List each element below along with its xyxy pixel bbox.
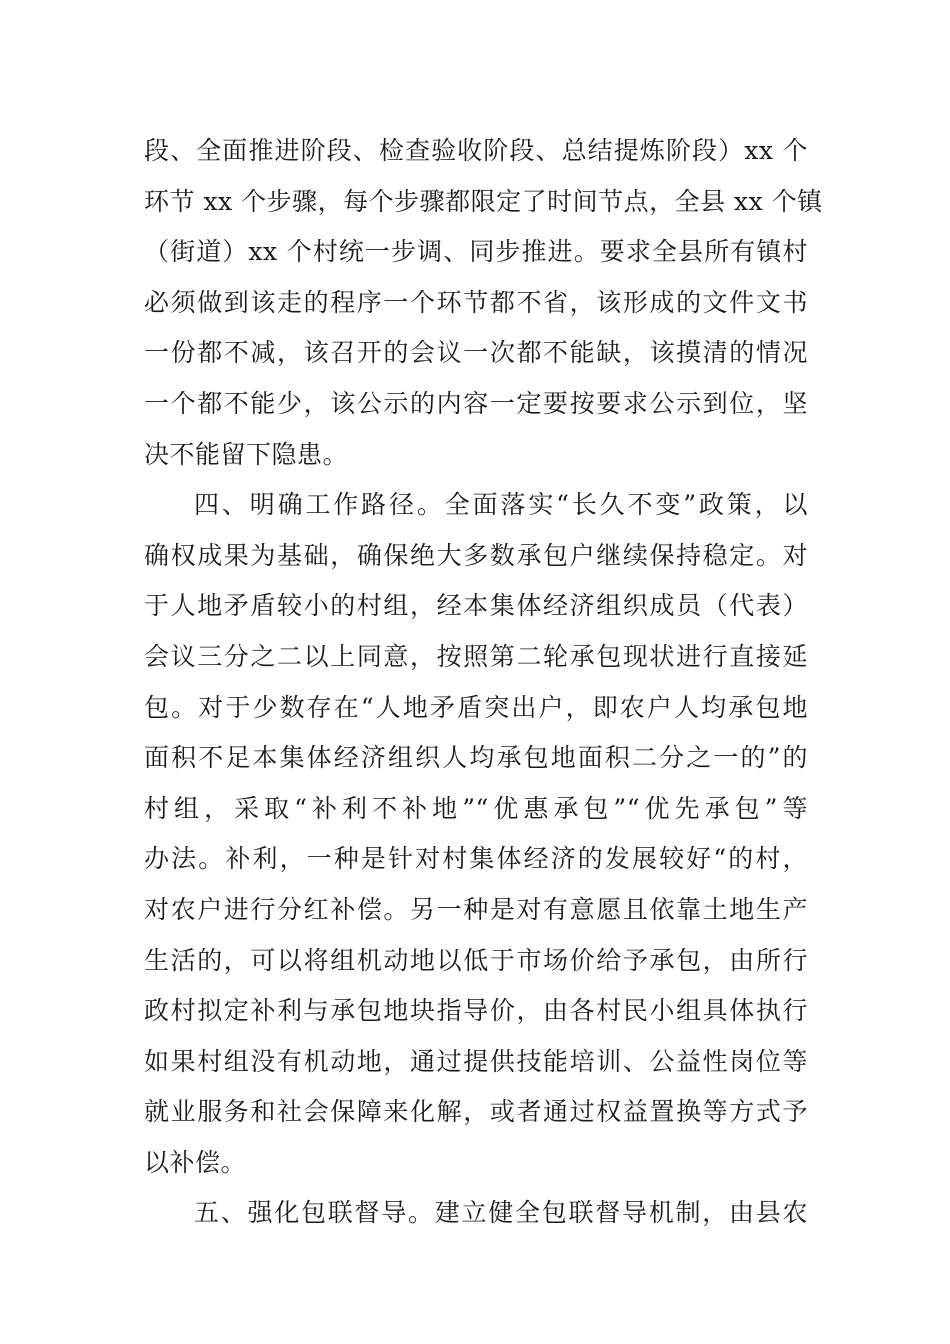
paragraph-line: 段、全面推进阶段、检查验收阶段、总结提炼阶段）xx 个 (144, 136, 808, 165)
paragraph-line: 面积不足本集体经济组织人均承包地面积二分之一的”的 (144, 743, 808, 773)
paragraph-line: 一份都不减，该召开的会议一次都不能缺，该摸清的情况 (144, 338, 808, 368)
paragraph-line: 村组，采取“补利不补地”“优惠承包”“优先承包”等 (144, 793, 808, 823)
paragraph-line: 会议三分之二以上同意，按照第二轮承包现状进行直接延 (144, 641, 808, 671)
paragraph-line: 确权成果为基础，确保绝大多数承包户继续保持稳定。对 (144, 540, 808, 570)
paragraph-line: 必须做到该走的程序一个环节都不省，该形成的文件文书 (144, 287, 808, 317)
paragraph-line: （街道）xx 个村统一步调、同步推进。要求全县所有镇村 (144, 237, 808, 267)
section-heading-line: 四、明确工作路径。全面落实“长久不变”政策，以 (194, 490, 808, 520)
paragraph-line: 一个都不能少，该公示的内容一定要按要求公示到位，坚 (144, 388, 808, 418)
paragraph-line: 生活的，可以将组机动地以低于市场价给予承包，由所行 (144, 945, 808, 975)
paragraph-line: 包。对于少数存在“人地矛盾突出户，即农户人均承包地 (144, 692, 808, 722)
paragraph-line: 环节 xx 个步骤，每个步骤都限定了时间节点，全县 xx 个镇 (144, 186, 823, 216)
paragraph-line: 于人地矛盾较小的村组，经本集体经济组织成员（代表） (144, 591, 808, 621)
paragraph-line: 如果村组没有机动地，通过提供技能培训、公益性岗位等 (144, 1046, 808, 1076)
document-body (144, 126, 823, 1239)
paragraph-line: 办法。补利，一种是针对村集体经济的发展较好“的村， (144, 844, 808, 874)
paragraph-line: 对农户进行分红补偿。另一种是对有意愿且依靠土地生产 (144, 894, 808, 924)
paragraph-line: 就业服务和社会保障来化解，或者通过权益置换等方式予 (144, 1097, 808, 1127)
section-heading-line: 五、强化包联督导。建立健全包联督导机制，由县农 (194, 1198, 808, 1228)
paragraph-line: 决不能留下隐患。 (144, 439, 349, 469)
paragraph-line: 以补偿。 (144, 1147, 247, 1177)
paragraph-line: 政村拟定补利与承包地块指导价，由各村民小组具体执行 (144, 996, 808, 1026)
